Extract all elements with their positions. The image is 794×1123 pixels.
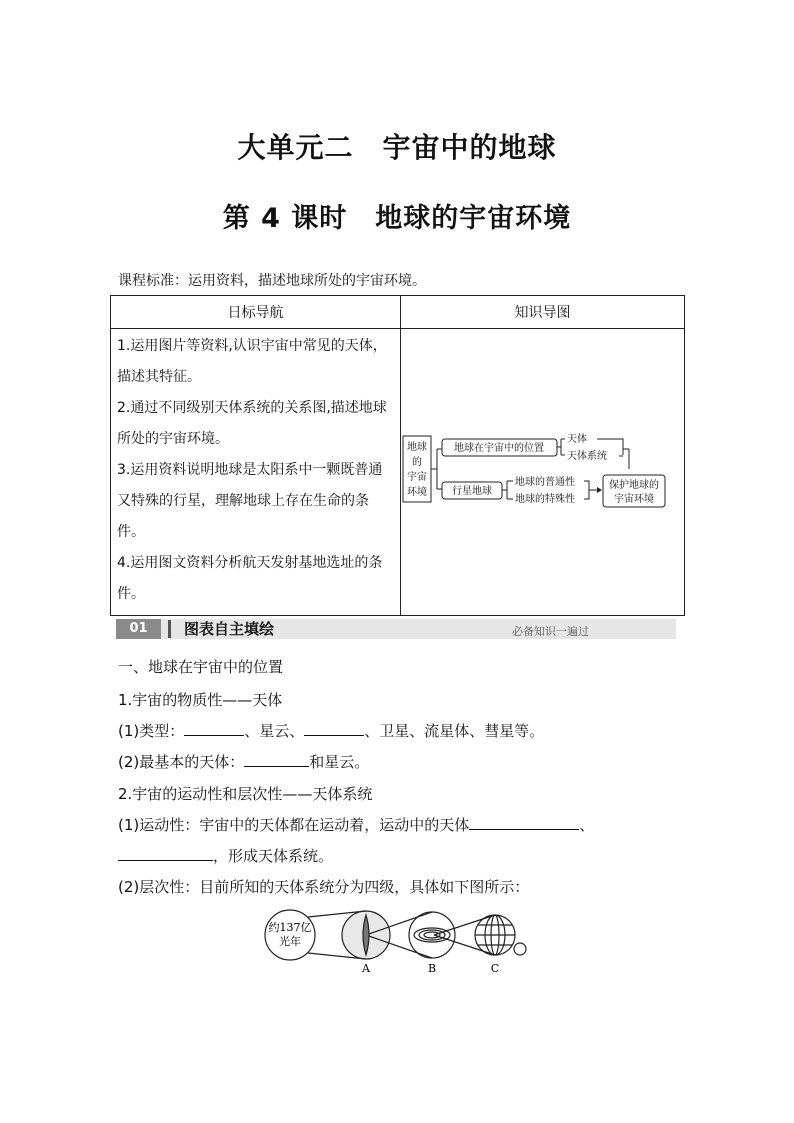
goals-table: [110, 295, 685, 616]
goals-header: 日标导航: [111, 296, 401, 329]
goals-list: [111, 329, 401, 616]
mindmap-result-2: 宇宙环境: [614, 494, 654, 505]
mindmap-result-1: 保护地球的: [609, 480, 659, 491]
moon-icon: [514, 943, 526, 955]
item-2-1: [118, 814, 594, 835]
mindmap-leaf-tianti: 天体: [567, 434, 587, 445]
fill-blank[interactable]: [244, 752, 309, 767]
item-2-1-text-a: (1)运动性：宇宙中的天体都在运动着，运动中的天体: [118, 816, 470, 834]
heading-position: 一、地球在宇宙中的位置: [118, 658, 284, 676]
item-1-2-text-a: (2)最基本的天体：: [118, 753, 245, 771]
item-2-1-text-c: ，形成天体系统。: [213, 847, 334, 865]
mindmap-root-3: 宇宙: [407, 472, 427, 483]
item-2-1-text-b: 、: [579, 816, 595, 834]
item-2-2: (2)层次性：目前所知的天体系统分为四级，具体如下图所示：: [118, 878, 530, 896]
fill-blank[interactable]: [469, 815, 579, 830]
fill-blank[interactable]: [304, 721, 364, 736]
goal-item: 3.运用资料说明地球是太阳系中一颗既普通又特殊的行星，理解地球上存在生命的条件。: [117, 462, 383, 540]
section-divider: [168, 620, 171, 638]
solar-system-circle-b: [409, 912, 455, 958]
fill-blank[interactable]: [118, 846, 213, 861]
item-1-2-text-b: 和星云。: [309, 753, 370, 771]
label-c: C: [490, 962, 500, 975]
section-title: 图表自主填绘: [184, 620, 275, 638]
mindmap-header: 知识导图: [401, 296, 685, 329]
mindmap-leaf-special: 地球的特殊性: [515, 494, 575, 505]
page-title: 大单元二 宇宙中的地球: [237, 131, 557, 164]
fill-blank[interactable]: [184, 721, 244, 736]
mindmap-cell: [401, 329, 685, 616]
item-1-1-text-a: (1)类型：: [118, 722, 185, 740]
universe-label-1: 约137亿: [268, 921, 312, 934]
item-2-1-cont: [118, 845, 333, 866]
lesson-title: 第 4 课时 地球的宇宙环境: [222, 203, 572, 234]
universe-label-2: 光年: [279, 935, 301, 948]
mindmap-branch1: 地球在宇宙中的位置: [454, 443, 544, 454]
mindmap-branch2: 行星地球: [452, 486, 492, 497]
celestial-system-figure: [260, 905, 530, 980]
mindmap-leaf-tiantixitong: 天体系统: [567, 451, 607, 462]
item-1: 1.宇宙的物质性——天体: [118, 691, 283, 709]
goal-item: 2.通过不同级别天体系统的关系图,描述地球所处的宇宙环境。: [117, 400, 387, 447]
goal-item: 4.运用图文资料分析航天发射基地选址的条件。: [117, 555, 383, 602]
item-1-2: [118, 751, 369, 772]
mindmap-root-1: 地球: [407, 442, 427, 453]
goal-item: 1.运用图片等资料,认识宇宙中常见的天体，描述其特征。: [117, 338, 387, 385]
item-2: 2.宇宙的运动性和层次性——天体系统: [118, 785, 373, 803]
item-1-1-text-b: 、星云、: [244, 722, 305, 740]
section-number: 01: [116, 619, 161, 639]
curriculum-standard: 课程标准：运用资料，描述地球所处的宇宙环境。: [118, 273, 426, 289]
section-tag: 必备知识一遍过: [512, 625, 589, 638]
item-1-1: [118, 720, 544, 741]
mindmap-leaf-normal: 地球的普通性: [515, 477, 575, 488]
label-a: A: [362, 962, 370, 975]
label-b: B: [427, 962, 437, 975]
item-1-1-text-c: 、卫星、流星体、彗星等。: [364, 722, 545, 740]
mindmap-root-4: 环境: [407, 487, 427, 498]
mindmap-root-2: 的: [412, 457, 422, 468]
knowledge-mindmap: [401, 329, 684, 611]
